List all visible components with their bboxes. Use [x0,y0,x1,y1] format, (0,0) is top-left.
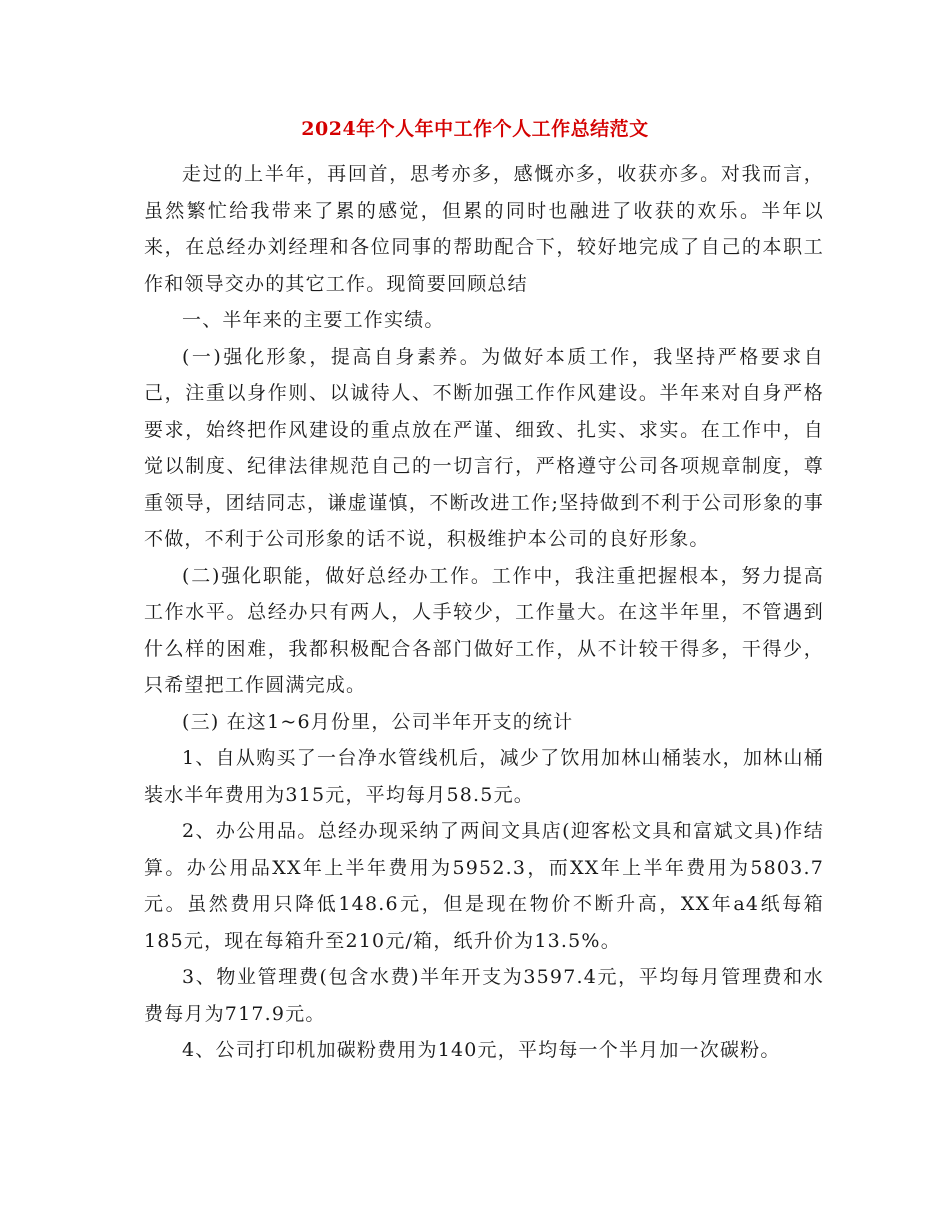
section-heading-achievements: 一、半年来的主要工作实绩。 [182,309,445,331]
paragraph-expense-heading: (三) 在这1~6月份里，公司半年开支的统计 [182,710,574,733]
document-body [144,156,824,1069]
paragraph-property-fee: 3、物业管理费(包含水费)半年开支为3597.4元，平均每月管理费和水费每月为717.9元。 [144,966,824,1025]
document-title: 2024年个人年中工作个人工作总结范文 [301,118,649,140]
paragraph-water: 1、自从购买了一台净水管线机后，减少了饮用加林山桶装水，加林山桶装水半年费用为315元，平均每月58.5元。 [144,747,824,806]
paragraph-function: (二)强化职能，做好总经办工作。工作中，我注重把握根本，努力提高工作水平。总经办只有两人，人手较少，工作量大。在这半年里，不管遇到什么样的困难，我都积极配合各部门做好工作，从不计较干得多，干得少，只希望把工作圆满完成。 [144,564,824,696]
paragraph-toner: 4、公司打印机加碳粉费用为140元，平均每一个半月加一次碳粉。 [182,1039,781,1061]
paragraph-office-supplies: 2、办公用品。总经办现采纳了两间文具店(迎客松文具和富斌文具)作结算。办公用品XX年上半年费用为5952.3，而XX年上半年费用为5803.7元。虽然费用只降低148.6元，但是现在物价不断升高，XX年a4纸每箱185元，现在每箱升至210元/箱，纸升价为13.5%。 [144,820,824,952]
paragraph-intro: 走过的上半年，再回首，思考亦多，感慨亦多，收获亦多。对我而言，虽然繁忙给我带来了累的感觉，但累的同时也融进了收获的欢乐。半年以来，在总经办刘经理和各位同事的帮助配合下，较好地完成了自己的本职工作和领导交办的其它工作。现简要回顾总结 [144,163,824,295]
paragraph-image: (一)强化形象，提高自身素养。为做好本质工作，我坚持严格要求自己，注重以身作则、以诚待人、不断加强工作作风建设。半年来对自身严格要求，始终把作风建设的重点放在严谨、细致、扎实、求实。在工作中，自觉以制度、纪律法律规范自己的一切言行，严格遵守公司各项规章制度，尊重领导，团结同志，谦虚谨慎，不断改进工作;坚持做到不利于公司形象的事不做，不利于公司形象的话不说，积极维护本公司的良好形象。 [144,345,824,550]
